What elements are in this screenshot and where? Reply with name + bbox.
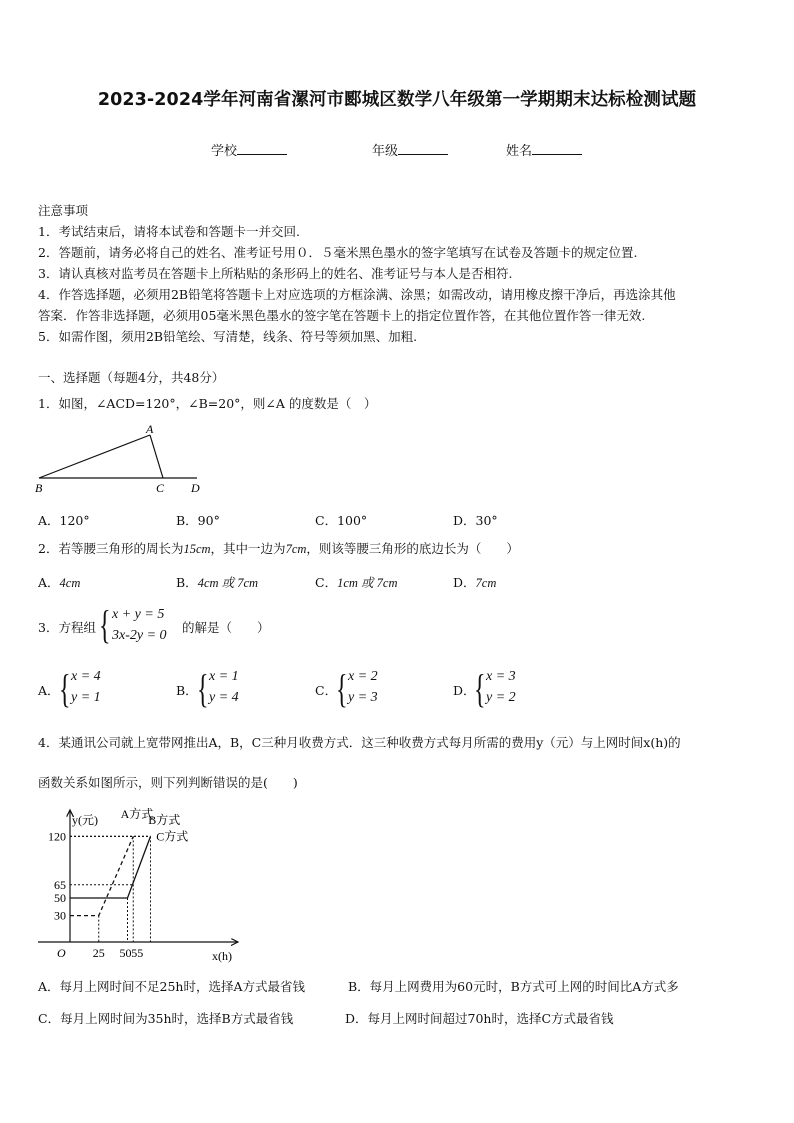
q1-option-d: D．30° <box>453 513 498 528</box>
school-label: 学校 <box>211 144 238 159</box>
q3-option-label: D． <box>453 683 476 698</box>
q2-option-b <box>176 573 258 591</box>
notes-heading: 注意事项 <box>38 203 89 218</box>
label-a: A <box>146 422 154 436</box>
solution-row: x = 1 <box>209 669 239 684</box>
notes-section <box>38 200 676 347</box>
solution-row: x = 4 <box>71 669 101 684</box>
q2-option-c <box>315 573 397 591</box>
q1-option-c: C．100° <box>315 513 368 528</box>
notes-item: 2．答题前，请务必将自己的姓名、准考证号用０．５毫米黑色墨水的签字笔填写在试卷及答题卡的规定位置. <box>38 245 638 260</box>
q1-option-a: A．120° <box>38 513 90 528</box>
y-tick-label: 30 <box>54 908 66 923</box>
name-blank <box>532 142 582 155</box>
section-heading: 一、选择题（每题4分，共48分） <box>38 370 225 385</box>
q2-stem <box>38 538 519 560</box>
q3-option-c <box>348 666 378 708</box>
side-ab <box>39 435 150 478</box>
q2-side: 7cm <box>285 542 307 556</box>
solution-row: y = 1 <box>71 690 101 705</box>
label-b: B <box>35 481 43 495</box>
q4-chart <box>30 802 250 967</box>
x-tick-label: 25 <box>92 946 105 960</box>
q1-option-b: B．90° <box>176 513 220 528</box>
notes-item: 1．考试结束后，请将本试卷和答题卡一并交回. <box>38 224 300 239</box>
q3-option-label: A． <box>38 683 60 698</box>
q3-brace: { <box>99 602 111 647</box>
q2-perimeter: 15cm <box>183 542 211 556</box>
q3-equation: 3x-2y = 0 <box>112 628 167 643</box>
solution-row: y = 2 <box>486 690 516 705</box>
y-axis-label: y(元) <box>72 813 98 827</box>
series-label-c: C方式 <box>156 829 189 844</box>
q3-option-brace: { <box>197 666 209 711</box>
q3-option-brace: { <box>336 666 348 711</box>
series-label-b: B方式 <box>148 813 181 827</box>
option-label: B． <box>176 575 198 590</box>
option-label: C． <box>315 575 338 590</box>
name-field <box>506 140 582 159</box>
label-d: D <box>191 481 200 495</box>
notes-item: 3．请认真核对监考员在答题卡上所粘贴的条形码上的姓名、准考证号与本人是否相符. <box>38 266 513 281</box>
q2-option-a <box>38 573 80 591</box>
y-tick-label: 65 <box>54 877 66 892</box>
solution-row: y = 4 <box>209 690 239 705</box>
q3-equation: x + y = 5 <box>112 607 165 622</box>
name-label: 姓名 <box>506 144 533 159</box>
q2-stem-part: 2．若等腰三角形的周长为 <box>38 541 184 556</box>
page-title: 2023-2024学年河南省漯河市郾城区数学八年级第一学期期末达标检测试题 <box>97 90 697 110</box>
q3-suffix: 的解是（ ） <box>182 620 270 635</box>
q4-option-c: C．每月上网时间为35h时，选择B方式最省钱 <box>38 1011 294 1026</box>
q3-prefix: 3．方程组 <box>38 620 96 635</box>
q2-option-d <box>453 573 496 591</box>
solution-row: x = 3 <box>486 669 516 684</box>
q3-option-b <box>209 666 239 708</box>
q4-stem-line2: 函数关系如图所示，则下列判断错误的是( ) <box>38 775 298 790</box>
label-c: C <box>156 481 165 495</box>
side-ac <box>150 435 163 478</box>
series-label-a: A方式 <box>120 807 154 821</box>
q4-option-b: B．每月上网费用为60元时，B方式可上网的时间比A方式多 <box>348 979 679 994</box>
option-label: A． <box>38 575 60 590</box>
q3-system <box>112 604 167 646</box>
grade-field <box>372 140 448 159</box>
solution-row: y = 3 <box>348 690 378 705</box>
option-text: 4cm <box>59 576 81 590</box>
notes-item: 答案．作答非选择题，必须用05毫米黑色墨水的签字笔在答题卡上的指定位置作答，在其他位置作答一律无效. <box>38 308 646 323</box>
grade-label: 年级 <box>372 144 399 159</box>
y-tick-label: 50 <box>54 891 66 905</box>
option-text: 4cm 或 7cm <box>197 576 259 590</box>
school-blank <box>237 142 287 155</box>
x-axis-label: x(h) <box>212 949 232 963</box>
origin-label: O <box>57 946 66 960</box>
school-field <box>211 140 287 159</box>
notes-item: 4．作答选择题，必须用2B铅笔将答题卡上对应选项的方框涂满、涂黑；如需改动，请用橡皮擦干净后，再选涂其他 <box>38 287 676 302</box>
q4-option-a: A．每月上网时间不足25h时，选择A方式最省钱 <box>38 979 306 994</box>
solution-row: x = 2 <box>348 669 378 684</box>
q1-triangle-figure <box>30 420 210 496</box>
q3-option-brace: { <box>474 666 486 711</box>
x-tick-label: 55 <box>131 946 144 960</box>
grade-blank <box>398 142 448 155</box>
q2-stem-part: ，则该等腰三角形的底边长为（ ） <box>306 541 519 556</box>
y-tick-label: 120 <box>48 829 66 844</box>
series-line <box>70 836 133 915</box>
q3-option-d <box>486 666 516 708</box>
option-text: 7cm <box>475 576 497 590</box>
q3-option-label: B． <box>176 683 198 698</box>
notes-item: 5．如需作图，须用2B铅笔绘、写清楚，线条、符号等须加黑、加粗. <box>38 329 418 344</box>
option-label: D． <box>453 575 476 590</box>
x-tick-label: 50 <box>119 946 132 960</box>
option-text: 1cm 或 7cm <box>337 576 398 590</box>
q4-option-d: D．每月上网时间超过70h时，选择C方式最省钱 <box>345 1011 614 1026</box>
q3-option-a <box>71 666 101 708</box>
q1-stem: 1．如图，∠ACD=120°，∠B=20°，则∠A 的度数是（ ） <box>38 396 377 411</box>
q3-option-brace: { <box>59 666 71 711</box>
q2-stem-part: ，其中一边为 <box>210 541 286 556</box>
q4-stem-line1: 4．某通讯公司就上宽带网推出A，B，C三种月收费方式．这三种收费方式每月所需的费用y（元）与上网时间x(h)的 <box>38 735 681 750</box>
q3-option-label: C． <box>315 683 338 698</box>
